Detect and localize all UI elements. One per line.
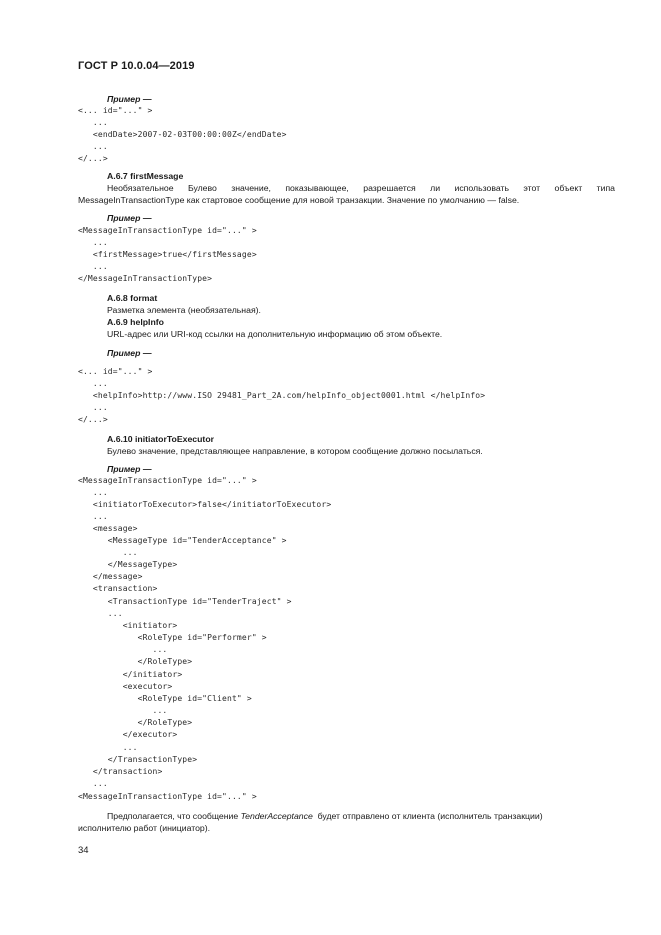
code-line: ... [78, 238, 108, 247]
code-line: </transaction> [78, 767, 163, 776]
paragraph: URL-адрес или URI-код ссылки на дополнительную информацию об этом объекте. [107, 329, 443, 339]
section-heading: A.6.9 helpInfo [107, 317, 164, 327]
code-line: ... [78, 779, 108, 788]
code-line: ... [78, 743, 138, 752]
code-line: <transaction> [78, 584, 158, 593]
code-line: ... [78, 609, 123, 618]
code-line: <RoleType id="Performer" > [78, 633, 267, 642]
code-line: </MessageInTransactionType> [78, 274, 213, 283]
code-line: <endDate>2007-02-03T00:00:00Z</endDate> [78, 130, 287, 139]
code-line: <RoleType id="Client" > [78, 694, 252, 703]
code-line: ... [78, 142, 108, 151]
code-line: <MessageInTransactionType id="..." > [78, 792, 257, 801]
code-line: </executor> [78, 730, 178, 739]
code-line: </message> [78, 572, 143, 581]
example-label: Пример — [107, 94, 152, 104]
code-line: <... id="..." > [78, 106, 153, 115]
paragraph: Разметка элемента (необязательная). [107, 305, 261, 315]
page-header: ГОСТ Р 10.0.04—2019 [78, 60, 195, 72]
section-heading: A.6.10 initiatorToExecutor [107, 434, 215, 444]
code-line: <executor> [78, 682, 173, 691]
closing-paragraph-line1 [107, 810, 543, 822]
code-line: ... [78, 645, 168, 654]
closing-text: Предполагается, что сообщение [107, 811, 241, 821]
example-label: Пример — [107, 213, 152, 223]
code-line: </RoleType> [78, 718, 193, 727]
code-line: ... [78, 118, 108, 127]
section-heading: A.6.7 firstMessage [107, 171, 184, 181]
code-line: ... [78, 488, 108, 497]
example-label: Пример — [107, 348, 152, 358]
code-line: <MessageInTransactionType id="..." > [78, 226, 257, 235]
code-line: </initiator> [78, 670, 183, 679]
code-line: <MessageType id="TenderAcceptance" > [78, 536, 287, 545]
code-line: <message> [78, 524, 138, 533]
code-line: </RoleType> [78, 657, 193, 666]
section-heading: A.6.8 format [107, 293, 158, 303]
example-label: Пример — [107, 464, 152, 474]
code-line: ... [78, 548, 138, 557]
code-line: </...> [78, 154, 108, 163]
code-line: <initiatorToExecutor>false</initiatorToExecutor> [78, 500, 332, 509]
code-line: <firstMessage>true</firstMessage> [78, 250, 257, 259]
code-line: ... [78, 262, 108, 271]
code-line: </TransactionType> [78, 755, 198, 764]
code-line: </...> [78, 415, 108, 424]
code-line: </MessageType> [78, 560, 178, 569]
code-line: ... [78, 512, 108, 521]
code-line: <helpInfo>http://www.ISO 29481_Part_2A.com/helpInfo_object0001.html </helpInfo> [78, 391, 486, 400]
code-line: ... [78, 706, 168, 715]
closing-text: будет отправлено от клиента (исполнитель транзакции) [312, 811, 543, 821]
paragraph: Булево значение, представляющее направление, в котором сообщение должно посылаться. [107, 446, 483, 456]
message-name: TenderAcceptance [240, 811, 313, 821]
closing-paragraph-line2: исполнителю работ (инициатор). [78, 823, 211, 833]
paragraph: Необязательное Булево значение, показывающее, разрешается ли использовать этот объект типа [107, 183, 615, 193]
page-number: 34 [78, 845, 89, 856]
code-line: ... [78, 403, 108, 412]
code-line: <TransactionType id="TenderTraject" > [78, 597, 292, 606]
code-line: <... id="..." > [78, 367, 153, 376]
code-line: ... [78, 379, 108, 388]
code-line: <initiator> [78, 621, 178, 630]
paragraph: MessageInTransactionType как стартовое сообщение для новой транзакции. Значение по умолчанию — false. [78, 195, 520, 205]
code-line: <MessageInTransactionType id="..." > [78, 476, 257, 485]
